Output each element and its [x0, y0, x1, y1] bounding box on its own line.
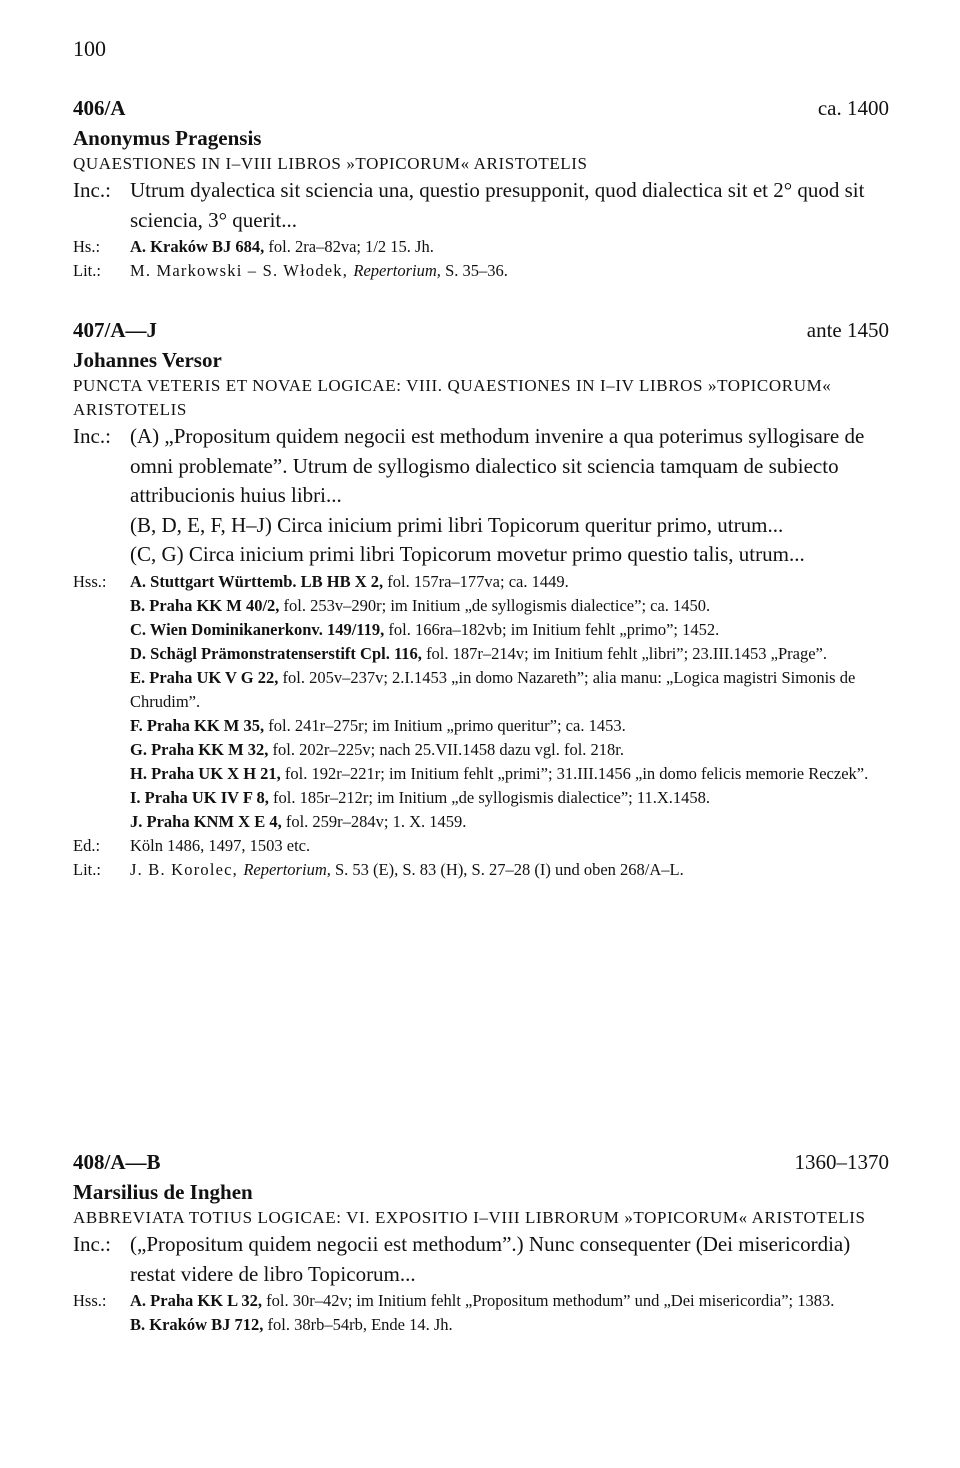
literature-pages: S. 53 (E), S. 83 (H), S. 27–28 (I) und oben 268/A–L. — [330, 859, 684, 879]
entry-number: 408/A—B — [73, 1150, 161, 1174]
literature-authors: M. Markowski – S. Włodek, — [130, 261, 354, 280]
literature-line — [73, 259, 889, 283]
incipit-paragraph-c: (C, G) Circa inicium primi libri Topicorum movetur primo questio talis, utrum... — [130, 542, 805, 566]
entry-406 — [73, 96, 889, 283]
manuscript-details: fol. 185r–212r; im Initium „de syllogismis dialectice”; 11.X.1458. — [268, 787, 711, 807]
manuscript-details: fol. 30r–42v; im Initium fehlt „Propositum methodum” und „Dei misericordia”; 1383. — [262, 1291, 835, 1310]
incipit-label: Inc.: — [73, 1232, 111, 1256]
entry-header — [73, 318, 889, 346]
literature-work: Repertorium, — [353, 261, 441, 280]
manuscript-item — [130, 1289, 889, 1313]
entry-number: 407/A—J — [73, 318, 157, 342]
manuscript-signature: C. Wien Dominikanerkonv. 149/119, — [130, 619, 385, 639]
entry-date: ante 1450 — [806, 318, 889, 342]
entry-date: 1360–1370 — [794, 1150, 889, 1174]
manuscript-signature: A. Kraków BJ 684, — [130, 237, 265, 256]
manuscript-item — [130, 666, 889, 714]
incipit — [73, 422, 889, 570]
manuscript-signature: E. Praha UK V G 22, — [130, 667, 279, 687]
manuscript-item — [130, 570, 889, 594]
literature-label: Lit.: — [73, 859, 101, 879]
manuscript-signature: A. Stuttgart Württemb. LB HB X 2, — [130, 571, 384, 591]
manuscripts-label: Hss.: — [73, 1291, 107, 1310]
manuscript-details: fol. 259r–284v; 1. X. 1459. — [281, 811, 467, 831]
edition-line — [73, 834, 889, 858]
manuscript-item — [130, 642, 889, 666]
incipit-label: Inc.: — [73, 424, 111, 448]
incipit-text: Utrum dyalectica sit sciencia una, questio presupponit, quod dialectica sit et 2° quod sit sciencia, 3° querit... — [130, 178, 865, 232]
entry-date: ca. 1400 — [817, 96, 889, 120]
edition-label: Ed.: — [73, 835, 101, 855]
manuscript-details: fol. 38rb–54rb, Ende 14. Jh. — [263, 1315, 453, 1334]
manuscript-line — [73, 235, 889, 259]
manuscript-list — [73, 1289, 889, 1337]
manuscript-details: fol. 253v–290r; im Initium „de syllogismis dialectice”; ca. 1450. — [279, 595, 711, 615]
manuscript-details: fol. 187r–214v; im Initium fehlt „libri”; 23.III.1453 „Prage”. — [421, 643, 828, 663]
manuscript-details: fol. 157ra–177va; ca. 1449. — [383, 571, 569, 591]
page-number: 100 — [73, 36, 106, 61]
manuscript-item — [130, 738, 889, 762]
literature-label: Lit.: — [73, 261, 101, 280]
incipit — [73, 176, 889, 235]
manuscript-item — [130, 594, 889, 618]
manuscripts-label: Hss.: — [73, 571, 107, 591]
entry-number: 406/A — [73, 96, 126, 120]
manuscript-details: fol. 2ra–82va; 1/2 15. Jh. — [264, 237, 434, 256]
edition-text: Köln 1486, 1497, 1503 etc. — [130, 835, 311, 855]
manuscript-details: fol. 241r–275r; im Initium „primo queritur”; ca. 1453. — [264, 715, 626, 735]
manuscript-signature: D. Schägl Prämonstratenserstift Cpl. 116, — [130, 643, 422, 663]
entry-author: Johannes Versor — [73, 348, 222, 372]
manuscript-item — [130, 786, 889, 810]
manuscript-item — [130, 762, 889, 786]
manuscript-item — [130, 810, 889, 834]
entry-header — [73, 1150, 889, 1178]
entry-header — [73, 96, 889, 124]
literature-authors: J. B. Korolec, — [130, 859, 244, 879]
entry-408 — [73, 1150, 889, 1337]
entry-author: Marsilius de Inghen — [73, 1180, 253, 1204]
entry-407 — [73, 318, 889, 882]
entry-title: QUAESTIONES IN I–VIII LIBROS »TOPICORUM« ARISTOTELIS — [73, 154, 588, 173]
manuscript-list — [73, 570, 889, 834]
manuscript-signature: J. Praha KNM X E 4, — [130, 811, 282, 831]
manuscript-signature: A. Praha KK L 32, — [130, 1291, 263, 1310]
incipit-label: Inc.: — [73, 178, 111, 202]
entry-title: ABBREVIATA TOTIUS LOGICAE: VI. EXPOSITIO I–VIII LIBRORUM »TOPICORUM« ARISTOTELIS — [73, 1208, 866, 1227]
manuscript-signature: F. Praha KK M 35, — [130, 715, 265, 735]
manuscript-details: fol. 202r–225v; nach 25.VII.1458 dazu vgl. fol. 218r. — [268, 739, 625, 759]
manuscript-label: Hs.: — [73, 237, 101, 256]
manuscript-item — [130, 618, 889, 642]
manuscript-details: fol. 205v–237v; 2.I.1453 „in domo Nazareth”; alia manu: „Logica magistri Simonis de Chrudim”. — [130, 667, 856, 711]
manuscript-item — [130, 714, 889, 738]
literature-line — [73, 858, 889, 882]
entry-title: PUNCTA VETERIS ET NOVAE LOGICAE: VIII. QUAESTIONES IN I–IV LIBROS »TOPICORUM« ARISTOTELIS — [73, 376, 832, 419]
manuscript-signature: B. Praha KK M 40/2, — [130, 595, 280, 615]
incipit-paragraph-b: (B, D, E, F, H–J) Circa inicium primi libri Topicorum queritur primo, utrum... — [130, 512, 784, 537]
manuscript-details: fol. 192r–221r; im Initium fehlt „primi”; 31.III.1456 „in domo felicis memorie Reczek”. — [280, 763, 869, 783]
incipit-paragraph-a: (A) „Propositum quidem negocii est methodum invenire a qua poterimus syllogisare de omni problemate”. Utrum de syllogismo dialectico sit sciencia tamquam de subiecto attribucionis huius libri... — [130, 424, 865, 507]
manuscript-details: fol. 166ra–182vb; im Initium fehlt „primo”; 1452. — [384, 619, 720, 639]
literature-pages: S. 35–36. — [440, 261, 508, 280]
entry-author: Anonymus Pragensis — [73, 126, 262, 150]
literature-work: Repertorium, — [243, 859, 331, 879]
manuscript-signature: B. Kraków BJ 712, — [130, 1315, 264, 1334]
manuscript-signature: G. Praha KK M 32, — [130, 739, 269, 759]
manuscript-item — [130, 1313, 889, 1337]
manuscript-signature: H. Praha UK X H 21, — [130, 763, 281, 783]
incipit-text: („Propositum quidem negocii est methodum”.) Nunc consequenter (Dei misericordia) restat videre de libro Topicorum... — [130, 1232, 851, 1286]
manuscript-signature: I. Praha UK IV F 8, — [130, 787, 269, 807]
incipit — [73, 1230, 889, 1289]
